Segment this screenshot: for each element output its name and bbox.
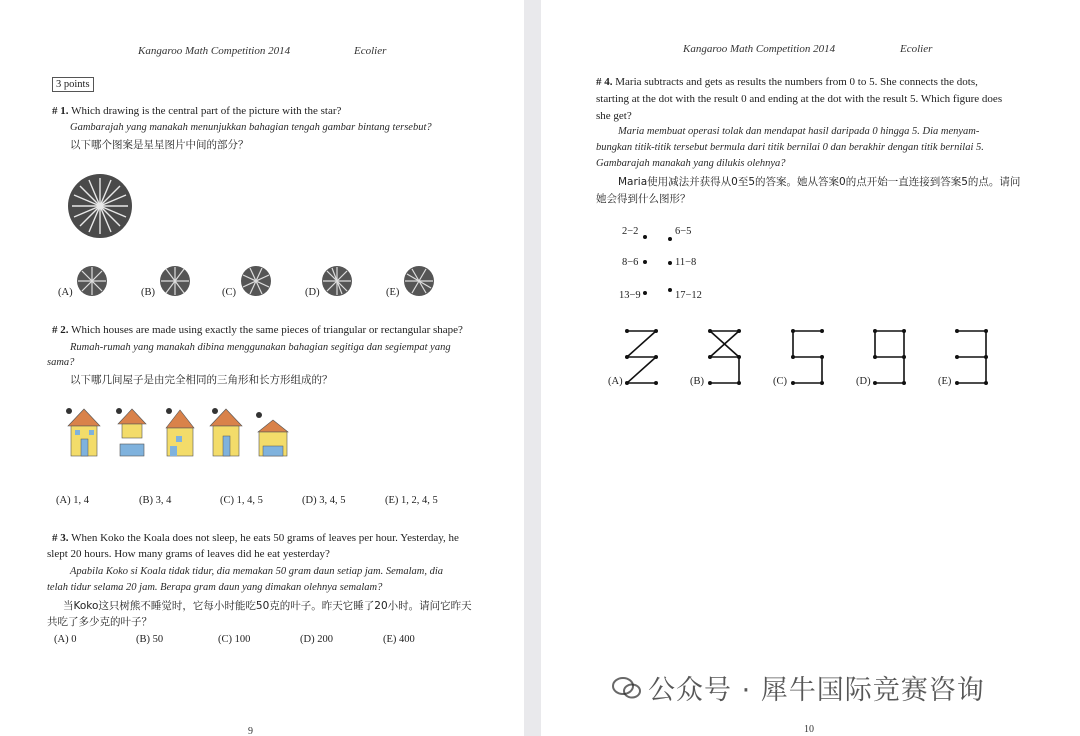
question-text-zh-2: 她会得到什么图形？	[596, 193, 691, 205]
question-text-ms-2: sama?	[47, 357, 75, 368]
q4-option-b-icon	[707, 328, 743, 386]
watermark-text: 公众号 · 犀牛国际竞赛咨询	[648, 675, 985, 706]
dot-label-8-6: 8−6	[622, 257, 639, 268]
house-5	[256, 412, 288, 456]
q3-option-a: (A) 0	[54, 634, 77, 645]
dot	[643, 235, 647, 239]
question-3	[52, 530, 459, 546]
q2-option-d: (D) 3, 4, 5	[302, 495, 346, 506]
question-text-en-2: slept 20 hours. How many grams of leaves did he eat yesterday?	[47, 548, 330, 560]
wechat-icon	[612, 676, 642, 707]
question-number: # 3.	[52, 532, 69, 544]
dot-label-13-9: 13−9	[619, 290, 641, 301]
q2-option-c: (C) 1, 4, 5	[220, 495, 263, 506]
q4-option-a-icon	[624, 328, 660, 386]
q4-option-e: (E)	[938, 376, 952, 387]
house-3	[166, 408, 194, 456]
dot-label-2-2: 2−2	[622, 226, 639, 237]
question-text-ms-2: telah tidur selama 20 jam. Berapa gram daun yang dimakan olehnya semalam?	[47, 582, 383, 593]
q2-option-b: (B) 3, 4	[139, 495, 172, 506]
question-text-en-1: When Koko the Koala does not sleep, he eats 50 grams of leaves per hour. Yesterday, he	[71, 532, 459, 544]
house-2	[116, 408, 146, 456]
q3-option-d: (D) 200	[300, 634, 333, 645]
q4-option-b: (B)	[690, 376, 704, 387]
dot	[668, 237, 672, 241]
q1-option-e-icon	[403, 265, 435, 297]
q1-option-d: (D)	[305, 287, 320, 298]
dot-label-11-8: 11−8	[675, 257, 697, 268]
q4-option-c: (C)	[773, 376, 787, 387]
q1-option-a: (A)	[58, 287, 73, 298]
q1-option-c: (C)	[222, 287, 236, 298]
question-text-en-3: she get?	[596, 110, 632, 122]
question-text-zh: 以下哪几间屋子是由完全相同的三角形和长方形组成的？	[70, 374, 333, 386]
question-text-zh-2: 共吃了多少克的叶子？	[47, 616, 152, 628]
q2-option-e: (E) 1, 2, 4, 5	[385, 495, 438, 506]
question-1	[52, 103, 341, 119]
header-level: Ecolier	[354, 45, 387, 57]
house-1	[66, 408, 100, 456]
question-text-en: Which houses are made using exactly the same pieces of triangular or rectangular shape?	[71, 324, 463, 336]
question-4	[596, 74, 978, 90]
q1-option-a-icon	[76, 265, 108, 297]
header-title: Kangaroo Math Competition 2014	[683, 43, 836, 55]
q4-option-c-icon	[790, 328, 826, 386]
house-4	[210, 408, 242, 456]
question-text-en-1: Maria subtracts and gets as results the numbers from 0 to 5. She connects the dots,	[615, 76, 978, 88]
q3-option-c: (C) 100	[218, 634, 251, 645]
dot	[643, 291, 647, 295]
q1-option-e: (E)	[386, 287, 400, 298]
q1-option-b: (B)	[141, 287, 155, 298]
question-text-ms-1: Maria membuat operasi tolak dan mendapat hasil daripada 0 hingga 5. Dia menyam-	[618, 126, 980, 137]
star-icon	[72, 178, 128, 234]
question-text-ms-2: bungkan titik-titik tersebut bermula dari titik bernilai 0 dan berakhir dengan titik bernilai 5.	[596, 142, 984, 153]
header-level: Ecolier	[900, 43, 933, 55]
right-page	[541, 0, 1080, 736]
question-number: # 4.	[596, 76, 613, 88]
question-text-zh-1: 当Koko这只树熊不睡觉时，它每小时能吃50克的叶子。昨天它睡了20小时。请问它昨天	[63, 600, 472, 612]
question-text-ms-1: Rumah-rumah yang manakah dibina menggunakan bahagian segitiga dan segiempat yang	[70, 342, 451, 353]
dot	[668, 261, 672, 265]
q1-option-c-icon	[240, 265, 272, 297]
q4-option-a: (A)	[608, 376, 623, 387]
dot	[643, 260, 647, 264]
question-text-ms-1: Apabila Koko si Koala tidak tidur, dia memakan 50 gram daun setiap jam. Semalam, dia	[70, 566, 444, 577]
page-number: 9	[248, 726, 253, 736]
question-text-en: Which drawing is the central part of the picture with the star?	[71, 105, 342, 117]
question-text-en-2: starting at the dot with the result 0 and ending at the dot with the result 5. Which figure does	[596, 93, 1003, 105]
question-2	[52, 322, 463, 338]
points-label: 3 points	[52, 77, 94, 92]
star-picture	[66, 172, 134, 240]
page-number: 10	[804, 724, 814, 735]
question-text-zh-1: Maria使用减法并获得从0至5的答案。她从答案0的点开始一直连接到答案5的点。请问	[618, 176, 1021, 188]
dot-label-17-12: 17−12	[675, 290, 702, 301]
dot-grid	[641, 232, 675, 298]
q3-option-e: (E) 400	[383, 634, 415, 645]
question-text-ms-3: Gambarajah manakah yang dilukis olehnya?	[596, 158, 786, 169]
q1-option-d-icon	[321, 265, 353, 297]
watermark	[612, 668, 985, 707]
q3-option-b: (B) 50	[136, 634, 164, 645]
question-text-ms: Gambarajah yang manakah menunjukkan bahagian tengah gambar bintang tersebut?	[70, 122, 432, 133]
houses-figure	[64, 406, 304, 462]
question-number: # 2.	[52, 324, 69, 336]
dot-label-6-5: 6−5	[675, 226, 692, 237]
q2-option-a: (A) 1, 4	[56, 495, 89, 506]
q4-option-d-icon	[872, 328, 908, 386]
dot	[668, 288, 672, 292]
q4-option-d: (D)	[856, 376, 871, 387]
left-page	[0, 0, 524, 736]
question-number: # 1.	[52, 105, 69, 117]
question-text-zh: 以下哪个图案是星星图片中间的部分？	[70, 139, 249, 151]
header-title: Kangaroo Math Competition 2014	[138, 45, 291, 57]
q1-option-b-icon	[159, 265, 191, 297]
q4-option-e-icon	[954, 328, 990, 386]
